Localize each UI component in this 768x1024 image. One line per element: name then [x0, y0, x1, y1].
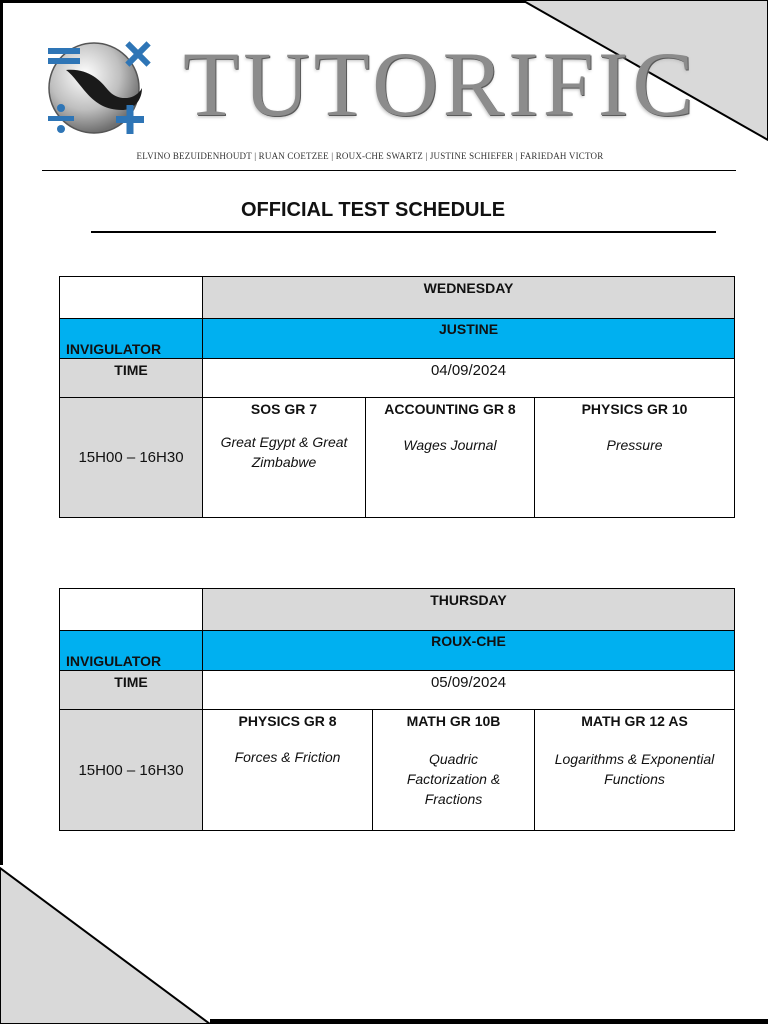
test-cell	[535, 398, 735, 518]
math-symbols-logo-icon	[42, 40, 157, 140]
test-topic: Forces & Friction	[234, 749, 341, 765]
day-row	[60, 589, 735, 631]
schedule-table-thursday	[59, 588, 735, 831]
header-divider	[42, 170, 736, 171]
time-slot: 15H00 – 16H30	[60, 398, 203, 518]
test-cell	[366, 398, 535, 518]
day-header: THURSDAY	[203, 589, 735, 631]
test-subject: SOS GR 7	[250, 401, 318, 417]
invigilator-label: INVIGULATOR	[60, 319, 203, 359]
test-cell	[203, 398, 366, 518]
invigilator-row	[60, 319, 735, 359]
test-cell	[373, 710, 535, 831]
test-subject: MATH GR 12 AS	[581, 713, 688, 729]
time-row	[60, 359, 735, 398]
bottom-left-corner-triangle	[0, 868, 210, 1024]
test-subject: PHYSICS GR 10	[581, 401, 688, 417]
day-header: WEDNESDAY	[203, 277, 735, 319]
page-title: OFFICIAL TEST SCHEDULE	[240, 199, 506, 221]
test-date: 04/09/2024	[203, 359, 735, 398]
invigilator-row	[60, 631, 735, 671]
authors-line: ELVINO BEZUIDENHOUDT | RUAN COETZEE | ROUX-CHE SWARTZ | JUSTINE SCHIEFER | FARIEDAH VICTOR	[136, 151, 604, 161]
test-subject: ACCOUNTING GR 8	[384, 401, 516, 417]
corner-cell	[60, 277, 203, 319]
corner-cell	[60, 589, 203, 631]
test-topic: Great Egypt & Great Zimbabwe	[220, 434, 348, 470]
schedule-table-wednesday	[59, 276, 735, 518]
test-topic: Logarithms & Exponential Functions	[554, 751, 715, 787]
title-underline	[91, 231, 716, 233]
test-subject: PHYSICS GR 8	[238, 713, 337, 729]
test-row	[60, 398, 735, 518]
time-row	[60, 671, 735, 710]
test-topic: Wages Journal	[403, 437, 497, 453]
day-row	[60, 277, 735, 319]
invigilator-label: INVIGULATOR	[60, 631, 203, 671]
invigilator-name: ROUX-CHE	[203, 631, 735, 671]
test-row	[60, 710, 735, 831]
time-slot: 15H00 – 16H30	[60, 710, 203, 831]
test-cell	[535, 710, 735, 831]
brand-name: TUTORIFIC	[183, 33, 698, 135]
test-topic: Quadric Factorization & Fractions	[406, 751, 501, 807]
time-label: TIME	[60, 359, 203, 398]
time-label: TIME	[60, 671, 203, 710]
invigilator-name: JUSTINE	[203, 319, 735, 359]
test-topic: Pressure	[606, 437, 663, 453]
test-cell	[203, 710, 373, 831]
test-subject: MATH GR 10B	[406, 713, 501, 729]
test-date: 05/09/2024	[203, 671, 735, 710]
